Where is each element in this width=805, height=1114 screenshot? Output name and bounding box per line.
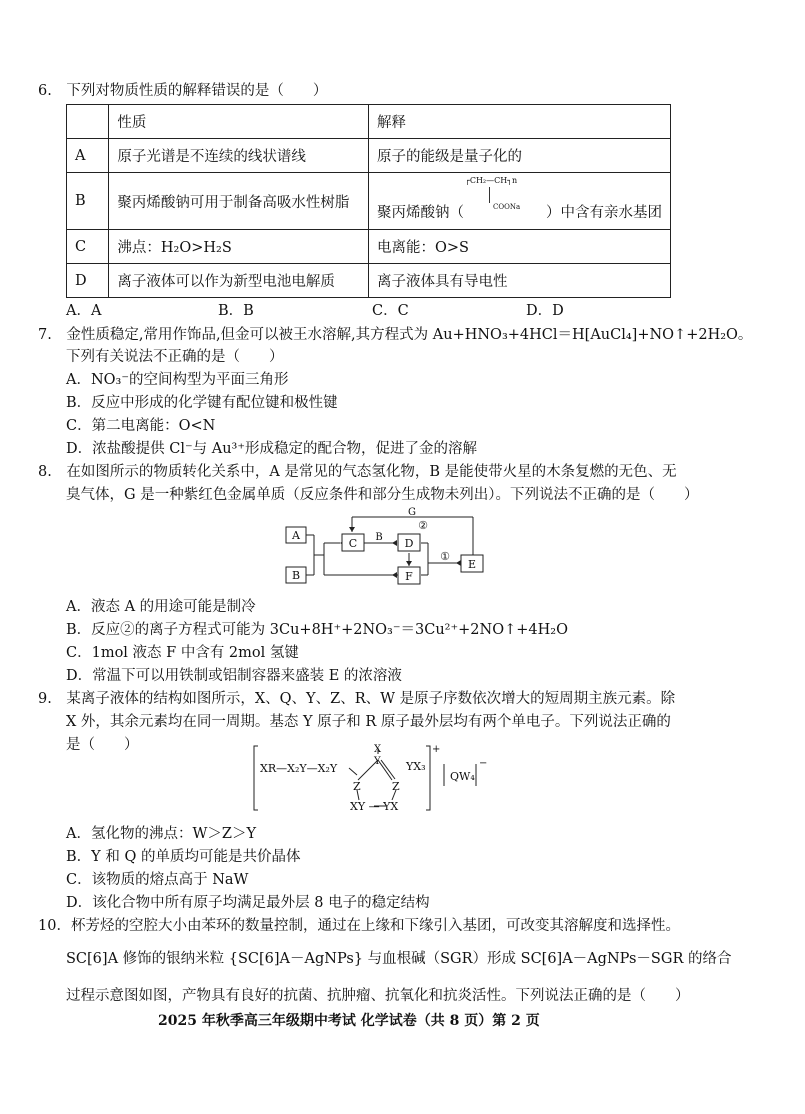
table-row: [67, 139, 671, 173]
table-row: [67, 105, 671, 139]
q9-stem-line1: 9. 某离子液体的结构如图所示，X、Q、Y、Z、R、W 是原子序数依次增大的短周期主族元素。除: [38, 691, 676, 707]
q6-option-d: D．D: [526, 303, 564, 319]
q8-option-b: B．反应②的离子方程式可能为 3Cu+8H⁺+2NO₃⁻＝3Cu²⁺+2NO↑+4H₂O: [66, 622, 568, 638]
q9-option-c: C．该物质的熔点高于 NaW: [66, 872, 249, 888]
q7-stem-line2: 下列有关说法不正确的是（ ）: [66, 349, 284, 365]
atom-top-y: Y: [374, 756, 381, 767]
q6-option-c: C．C: [372, 303, 409, 319]
polymer-bond-line: [489, 187, 490, 203]
q6-table: [66, 104, 671, 298]
label-g: G: [408, 507, 416, 518]
q8-option-a: A．液态 A 的用途可能是制冷: [66, 599, 256, 615]
table-row: [67, 173, 671, 230]
q9-stem-line3: 是（ ）: [66, 737, 139, 753]
label-arrow-b: B: [375, 532, 383, 543]
table-header-explanation: 解释: [369, 105, 671, 139]
q10-stem-line2: SC[6]A 修饰的银纳米粒 {SC[6]A－AgNPs} 与血根碱（SGR）形成 SC[6]A－AgNPs－SGR 的络合: [66, 951, 732, 967]
group-right-yx3: YX₃: [406, 760, 426, 773]
row-property: 聚丙烯酸钠可用于制备高吸水性树脂: [109, 173, 369, 230]
q6-option-a: A．A: [66, 303, 102, 319]
atom-right-z: Z: [392, 780, 400, 793]
q7-stem-line1: 7. 金性质稳定,常用作饰品,但金可以被王水溶解,其方程式为 Au+HNO₃+4HCl＝H[AuCl₄]+NO↑+2H₂O。: [38, 327, 753, 343]
q8-option-d: D．常温下可以用铁制或铝制容器来盛装 E 的浓溶液: [66, 668, 402, 684]
node-a: A: [292, 529, 300, 542]
row-key: D: [67, 264, 109, 298]
q7-option-b: B．反应中形成的化学键有配位键和极性键: [66, 395, 338, 411]
anion-charge: −: [479, 758, 488, 769]
anion-formula: QW₄: [450, 770, 475, 783]
table-header-property: 性质: [109, 105, 369, 139]
explanation-part1: 聚丙烯酸钠（: [377, 204, 464, 221]
row-key: A: [67, 139, 109, 173]
cation-charge: +: [432, 744, 441, 755]
q10-stem-line1: 10．杯芳烃的空腔大小由苯环的数量控制，通过在上缘和下缘引入基团，可改变其溶解度和选择性。: [38, 918, 680, 934]
node-c: C: [348, 537, 358, 550]
table-row: [67, 230, 671, 264]
row-explanation: [369, 173, 671, 230]
q9-option-d: D．该化合物中所有原子均满足最外层 8 电子的稳定结构: [66, 895, 430, 911]
table-row: [67, 264, 671, 298]
row-explanation: 离子液体具有导电性: [369, 264, 671, 298]
label-reaction-2: ②: [418, 519, 428, 532]
q6-option-b: B．B: [218, 303, 254, 319]
q6-stem: 6. 下列对物质性质的解释错误的是（ ）: [38, 83, 328, 99]
row-key: B: [67, 173, 109, 230]
node-e: E: [467, 558, 477, 571]
q7-option-c: C．第二电离能：O<N: [66, 418, 216, 434]
explanation-part2: ）中含有亲水基团: [546, 204, 662, 221]
row-explanation: 电离能：O>S: [369, 230, 671, 264]
q9-option-a: A．氢化物的沸点：W＞Z＞Y: [66, 826, 257, 842]
q9-ionic-structure: [250, 742, 510, 814]
polymer-formula-top: ┌CH₂—CH┐n: [465, 176, 518, 185]
q9-stem-line2: X 外，其余元素均在同一周期。基态 Y 原子和 R 原子最外层均有两个单电子。下列说法正确的: [66, 714, 671, 730]
cation-chain: XR—X₂Y—X₂Y: [260, 762, 338, 775]
row-property: 原子光谱是不连续的线状谱线: [109, 139, 369, 173]
q7-option-a: A．NO₃⁻的空间构型为平面三角形: [66, 372, 289, 388]
q10-stem-line3: 过程示意图如图，产物具有良好的抗菌、抗肿瘤、抗氧化和抗炎活性。下列说法正确的是（ ）: [66, 988, 690, 1004]
atom-left-z: Z: [353, 780, 361, 793]
polymer-formula-bottom: COONa: [493, 203, 521, 211]
q9-option-b: B．Y 和 Q 的单质均可能是共价晶体: [66, 849, 301, 865]
q8-stem-line1: 8. 在如图所示的物质转化关系中，A 是常见的气态氢化物，B 是能使带火星的木条复燃的无色、无: [38, 464, 677, 480]
node-f: F: [405, 570, 413, 583]
node-b: B: [291, 569, 301, 582]
label-reaction-1: ①: [440, 550, 450, 563]
row-key: C: [67, 230, 109, 264]
row-property: 沸点：H₂O>H₂S: [109, 230, 369, 264]
q8-stem-line2: 臭气体，G 是一种紫红色金属单质（反应条件和部分生成物未列出）。下列说法不正确的是（ ）: [66, 487, 699, 503]
q8-option-c: C．1mol 液态 F 中含有 2mol 氢键: [66, 645, 299, 661]
q8-reaction-diagram: [280, 505, 495, 590]
row-explanation: 原子的能级是量子化的: [369, 139, 671, 173]
node-d: D: [404, 537, 414, 550]
page-footer: 2025 年秋季高三年级期中考试 化学试卷（共 8 页）第 2 页: [158, 1013, 540, 1029]
row-property: 离子液体可以作为新型电池电解质: [109, 264, 369, 298]
table-cell: [67, 105, 109, 139]
atom-top-x: X: [374, 744, 382, 755]
q7-option-d: D．浓盐酸提供 Cl⁻与 Au³⁺形成稳定的配合物，促进了金的溶解: [66, 441, 478, 457]
ring-bottom: XY — YX: [350, 800, 399, 813]
